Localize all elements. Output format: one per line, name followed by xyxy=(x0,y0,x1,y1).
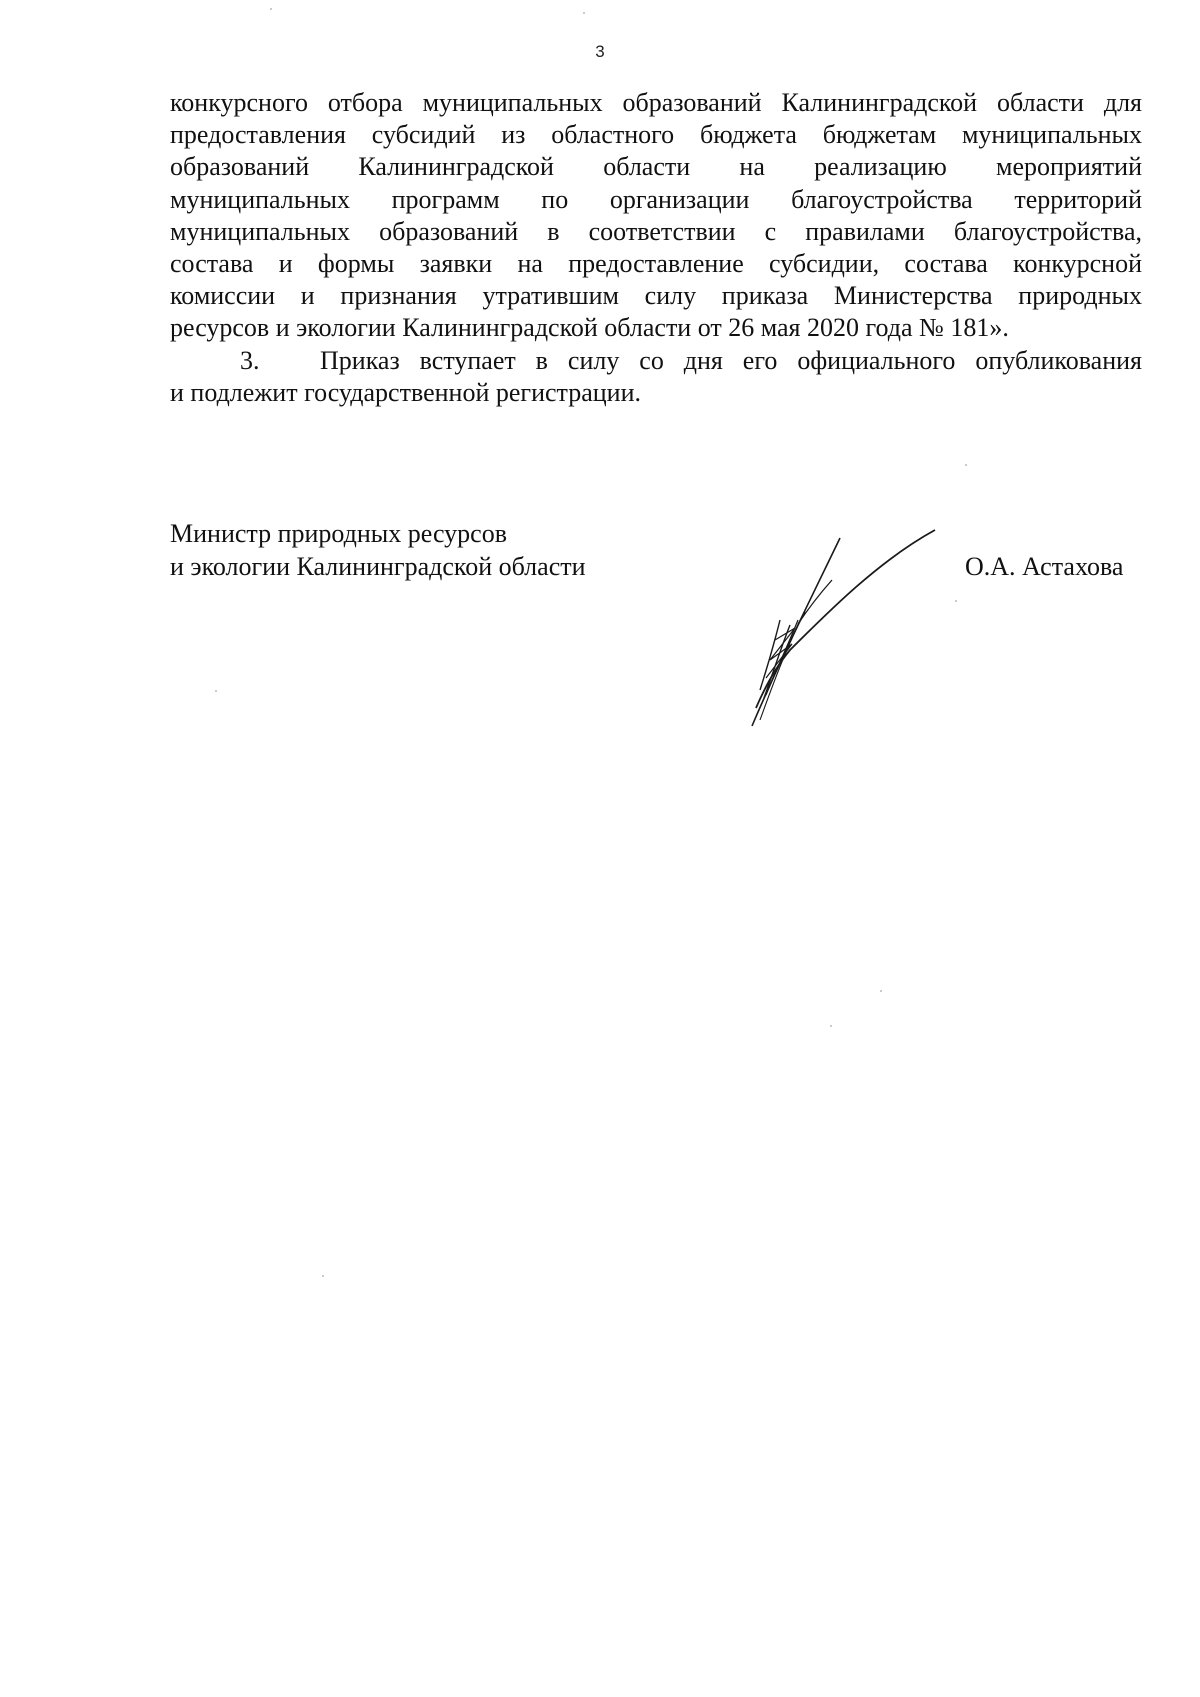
scan-speck xyxy=(880,990,882,992)
scan-speck xyxy=(270,8,272,10)
scan-speck xyxy=(215,690,217,692)
signer-title-line-2: и экологии Калининградской области xyxy=(170,551,586,581)
document-body xyxy=(170,87,1142,409)
paragraph-line: предоставления субсидий из областного бюджета бюджетам муниципальных xyxy=(170,120,1142,150)
scan-speck xyxy=(322,1275,324,1277)
scan-speck xyxy=(583,12,585,14)
paragraph-line: муниципальных образований в соответствии с правилами благоустройства, xyxy=(170,216,1142,246)
scan-speck xyxy=(965,464,967,466)
paragraph-line: образований Калининградской области на реализацию мероприятий xyxy=(170,152,1142,182)
item-3-number: 3. xyxy=(240,345,260,375)
item-3-first-line xyxy=(170,345,1142,377)
signer-title-line-1: Министр природных ресурсов xyxy=(170,519,507,548)
signer-title xyxy=(170,518,586,583)
paragraph-line: состава и формы заявки на предоставление субсидии, состава конкурсной xyxy=(170,249,1142,279)
item-3-second-line: и подлежит государственной регистрации. xyxy=(170,377,641,407)
item-3-text: Приказ вступает в силу со дня его официального опубликования xyxy=(320,345,1142,375)
scan-speck xyxy=(830,1025,832,1027)
paragraph-line: комиссии и признания утратившим силу приказа Министерства природных xyxy=(170,281,1142,311)
handwritten-signature xyxy=(720,520,950,740)
paragraph-line: конкурсного отбора муниципальных образований Калининградской области для xyxy=(170,88,1142,117)
page-number: 3 xyxy=(595,42,605,61)
paragraph-line: ресурсов и экологии Калининградской области от 26 мая 2020 года № 181». xyxy=(170,313,1009,343)
paragraph-line: муниципальных программ по организации благоустройства территорий xyxy=(170,184,1142,214)
signer-name: О.А. Астахова xyxy=(965,552,1124,581)
scan-speck xyxy=(955,600,957,602)
